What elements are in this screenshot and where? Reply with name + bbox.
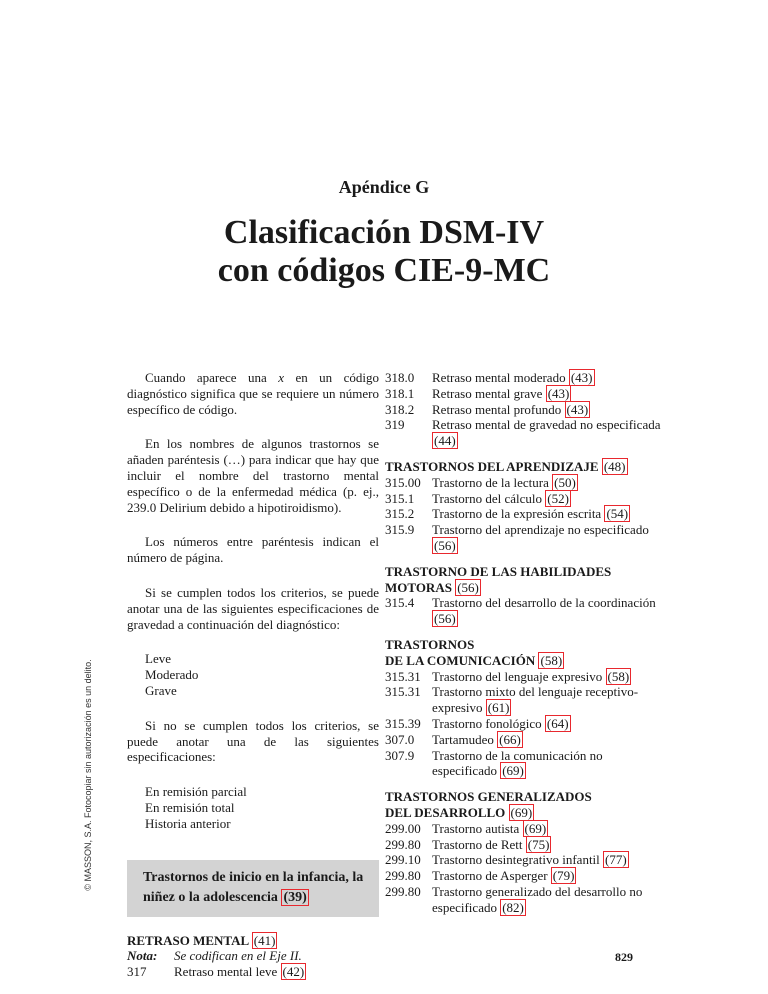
code-row [385, 716, 667, 732]
code-row [385, 506, 667, 522]
section-heading: TRASTORNOS DEL APRENDIZAJE (48) [385, 458, 626, 474]
code-row: 317 Retraso mental leve (42) [127, 964, 305, 980]
diagnostic-code: 319 [385, 417, 405, 433]
diagnostic-code: 315.1 [385, 490, 415, 506]
diagnostic-code: 299.80 [385, 883, 421, 899]
page-ref-link[interactable]: (58) [540, 652, 563, 668]
page-ref-link[interactable]: (44) [434, 433, 456, 449]
page-ref-link[interactable]: (69) [502, 763, 524, 779]
code-row [385, 837, 667, 853]
paragraph-code-x: Cuando aparece una x en un código diagnóstico significa que se requiere un número específico de código. [127, 370, 380, 417]
page-ref-link[interactable]: (69) [510, 804, 533, 820]
section-heading: TRASTORNOS DE LA COMUNICACIÓN (58) [385, 636, 563, 668]
page-ref-link[interactable]: (75) [527, 836, 550, 852]
page-number: 829 [615, 950, 633, 964]
section-heading: TRASTORNOS GENERALIZADOS DEL DESARROLLO (69) [385, 789, 592, 820]
diagnosis-name: Trastorno de la comunicación no especificado [432, 747, 603, 779]
section-heading: RETRASO MENTAL (41) [127, 932, 276, 948]
diagnostic-code: 307.0 [385, 731, 415, 747]
page-ref-link[interactable]: (82) [502, 899, 524, 915]
page-ref-link[interactable]: (43) [547, 385, 570, 401]
diagnosis-name: Trastorno generalizado del desarrollo no especificado [432, 883, 643, 915]
page-ref-link[interactable]: (42) [282, 964, 305, 980]
diagnosis-name: Trastorno mixto del lenguaje receptivo-expresivo [432, 684, 639, 716]
diagnosis-name: Trastorno del lenguaje expresivo [432, 668, 603, 684]
diagnosis-name: Trastorno de Asperger [432, 868, 548, 884]
code-section [385, 637, 667, 779]
paragraph-parentheses: En los nombres de algunos trastornos se añaden paréntesis (…) para indicar que hay que incluir el nombre del trastorno mental específico o de la enfermedad médica (p. ej., 239.0 Delirium debido a hipotiroidismo). [127, 436, 379, 515]
diagnosis-name: Trastorno de Rett [432, 836, 523, 852]
diagnosis-name: Trastorno del aprendizaje no especificado [432, 522, 649, 538]
diagnosis-name: Trastorno fonológico [432, 715, 542, 731]
code-row [385, 852, 667, 868]
code-row [385, 732, 667, 748]
diagnostic-code: 307.9 [385, 747, 415, 763]
copyright-watermark: © MASSON, S.A. Fotocopiar sin autorización es un delito. [83, 659, 93, 891]
diagnostic-code: 315.2 [385, 506, 415, 522]
title-line-2: con códigos CIE-9-MC [217, 252, 551, 289]
page-ref-link[interactable]: (41) [253, 932, 276, 948]
severity-list [145, 651, 379, 698]
diagnostic-code: 315.39 [385, 715, 421, 731]
diagnostic-code: 315.31 [385, 668, 421, 684]
list-item: Historia anterior [145, 815, 231, 831]
right-column [385, 370, 667, 916]
page-ref-link[interactable]: (79) [552, 868, 575, 884]
paragraph-page-numbers: Los números entre paréntesis indican el número de página. [127, 534, 379, 566]
diagnostic-code: 299.80 [385, 836, 421, 852]
page-ref-link[interactable]: (56) [434, 537, 456, 553]
list-item: En remisión parcial [145, 784, 247, 800]
code-row [385, 748, 667, 780]
code-row [385, 884, 667, 916]
page-ref-link[interactable]: (66) [499, 731, 521, 747]
diagnosis-name: Tartamudeo [432, 731, 494, 747]
page-ref-link[interactable]: (77) [605, 852, 627, 868]
diagnostic-code: 315.9 [385, 522, 415, 538]
page-title [0, 214, 768, 290]
code-row [385, 491, 667, 507]
title-line-1: Clasificación DSM-IV [223, 214, 545, 251]
paragraph-severity: Si se cumplen todos los criterios, se puede anotar una de las siguientes especificaciones de gravedad a continuación del diagnóstico: [127, 584, 379, 632]
page-ref-link[interactable]: (69) [524, 820, 547, 836]
page-ref-link[interactable]: (58) [607, 668, 630, 684]
paragraph-no-criteria: Si no se cumplen todos los criterios, se puede anotar una de las siguientes especificaciones: [127, 717, 379, 765]
diagnosis-name: Retraso mental de gravedad no especificada [432, 417, 661, 433]
left-column [127, 370, 379, 980]
diagnostic-code: 315.4 [385, 595, 415, 611]
diagnosis-name: Trastorno de la expresión escrita [432, 506, 602, 522]
page-ref-link[interactable]: (39) [283, 889, 307, 905]
diagnostic-code: 318.0 [385, 370, 415, 385]
page-ref-link[interactable]: (56) [457, 579, 479, 595]
diagnostic-code: 315.31 [385, 684, 421, 700]
diagnosis-name: Retraso mental profundo [432, 401, 562, 417]
page-ref-link[interactable]: (54) [606, 506, 629, 522]
diagnosis-name: Trastorno desintegrativo infantil [432, 852, 600, 868]
page-ref-link[interactable]: (56) [434, 611, 456, 627]
diagnosis-name: Trastorno del cálculo [432, 490, 542, 506]
diagnosis-name: Trastorno autista [432, 820, 520, 836]
list-item: En remisión total [145, 799, 235, 815]
page-ref-link[interactable]: (61) [487, 700, 510, 716]
page-ref-link[interactable]: (64) [546, 715, 569, 731]
page-ref-link[interactable]: (43) [566, 401, 589, 417]
list-item: Moderado [145, 667, 199, 683]
code-row [385, 522, 667, 554]
code-section [385, 370, 667, 449]
list-item: Grave [145, 682, 177, 698]
code-row [385, 386, 667, 402]
page-ref-link[interactable]: (52) [547, 490, 569, 506]
code-row [385, 684, 667, 716]
diagnostic-code: 315.00 [385, 474, 421, 490]
code-row [385, 475, 667, 491]
diagnostic-code: 299.00 [385, 820, 421, 836]
section-box: Trastornos de inicio en la infancia, la niñez o la adolescencia (39) [127, 860, 379, 917]
page-ref-link[interactable]: (43) [570, 370, 593, 385]
diagnostic-code: 318.2 [385, 401, 415, 417]
diagnostic-code: 299.80 [385, 868, 421, 884]
code-row [385, 370, 667, 386]
code-row [385, 417, 667, 449]
code-section [385, 789, 667, 915]
page-ref-link[interactable]: (50) [554, 474, 576, 490]
page-ref-link[interactable]: (48) [603, 458, 626, 474]
list-item: Leve [145, 651, 171, 667]
code-section [385, 459, 667, 554]
diagnosis-name: Retraso mental moderado [432, 370, 566, 385]
diagnosis-name: Trastorno del desarrollo de la coordinación [432, 595, 656, 611]
diagnostic-code: 318.1 [385, 385, 415, 401]
section-heading: TRASTORNO DE LAS HABILIDADES MOTORAS (56) [385, 563, 612, 595]
code-row [385, 669, 667, 685]
code-section [385, 564, 667, 627]
code-row [385, 868, 667, 884]
note: Nota: Se codifican en el Eje II. [127, 948, 302, 964]
code-row [385, 402, 667, 418]
diagnosis-name: Trastorno de la lectura [432, 474, 549, 490]
remission-list [145, 784, 379, 831]
appendix-label: Apéndice G [338, 177, 430, 197]
code-row [385, 821, 667, 837]
diagnosis-name: Retraso mental grave [432, 385, 543, 401]
code-row [385, 595, 667, 627]
diagnostic-code: 299.10 [385, 852, 421, 868]
